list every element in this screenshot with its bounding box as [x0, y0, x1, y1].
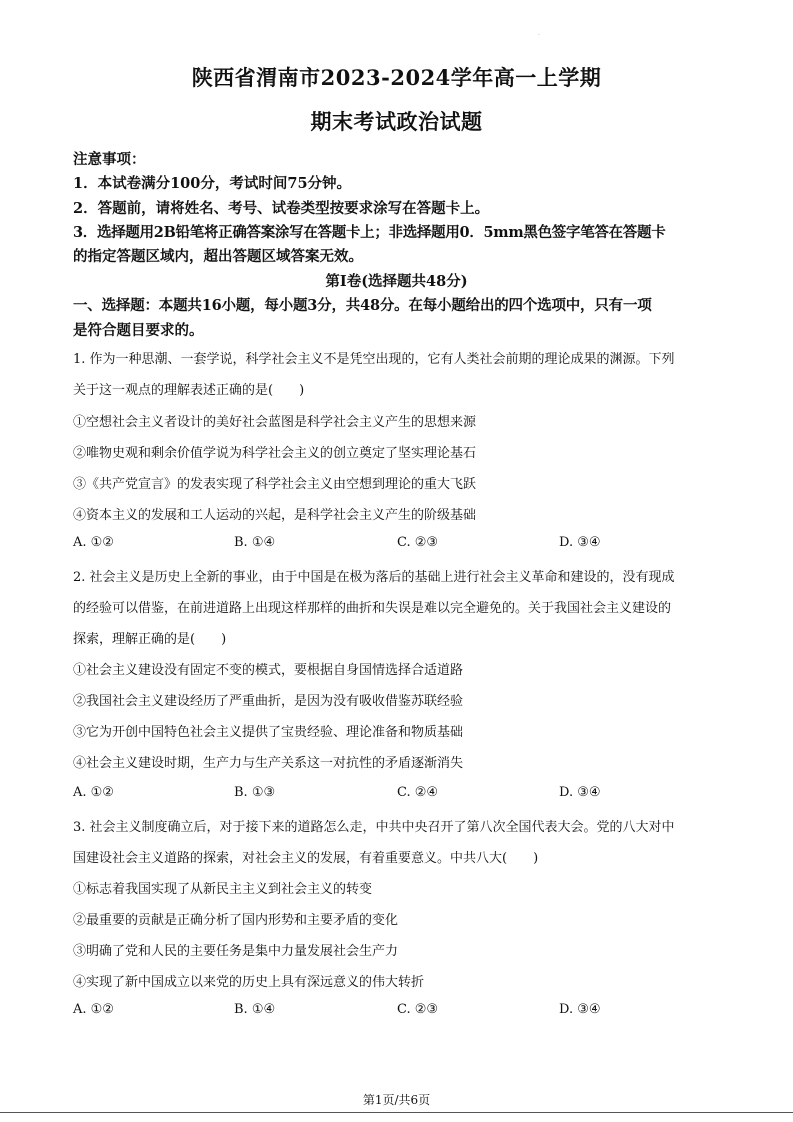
- scan-speck: ·: [538, 32, 540, 39]
- part-heading-line-2: 是符合题目要求的。: [73, 322, 204, 339]
- q2-option-a[interactable]: A. ①②: [73, 785, 114, 800]
- q3-statement-3: ③明确了党和人民的主要任务是集中力量发展社会生产力: [73, 944, 399, 959]
- q2-statement-1: ①社会主义建设没有固定不变的模式，要根据自身国情选择合适道路: [73, 663, 464, 678]
- q3-stem-line-1: 3. 社会主义制度确立后，对于接下来的道路怎么走，中共中央召开了第八次全国代表大会。党的八大对中: [73, 820, 675, 835]
- q1-statement-2: ②唯物史观和剩余价值学说为科学社会主义的创立奠定了坚实理论基石: [73, 446, 477, 461]
- q3-option-d[interactable]: D. ③④: [559, 1002, 601, 1017]
- notice-item-2: 2．答题前，请将姓名、考号、试卷类型按要求涂写在答题卡上。: [73, 200, 490, 217]
- q1-stem-line-2: 关于这一观点的理解表述正确的是( ): [73, 383, 305, 398]
- q1-option-c[interactable]: C. ②③: [397, 535, 439, 550]
- q2-statement-4: ④社会主义建设时期，生产力与生产关系这一对抗性的矛盾逐渐消失: [73, 756, 464, 771]
- q2-statement-3: ③它为开创中国特色社会主义提供了宝贵经验、理论准备和物质基础: [73, 725, 464, 740]
- q2-option-d[interactable]: D. ③④: [559, 785, 601, 800]
- page-footer: 第1页/共6页: [362, 1093, 431, 1107]
- q3-option-b[interactable]: B. ①④: [234, 1002, 276, 1017]
- q1-option-d[interactable]: D. ③④: [559, 535, 601, 550]
- bottom-rule: [0, 1112, 793, 1113]
- q2-option-c[interactable]: C. ②④: [397, 785, 439, 800]
- q1-option-a[interactable]: A. ①②: [73, 535, 114, 550]
- q2-stem-line-3: 探索，理解正确的是( ): [73, 632, 227, 647]
- q1-option-b[interactable]: B. ①④: [234, 535, 276, 550]
- q2-statement-2: ②我国社会主义建设经历了严重曲折，是因为没有吸收借鉴苏联经验: [73, 694, 464, 709]
- notice-item-1: 1．本试卷满分100分，考试时间75分钟。: [73, 175, 352, 192]
- q2-option-b[interactable]: B. ①③: [234, 785, 276, 800]
- q3-statement-1: ①标志着我国实现了从新民主主义到社会主义的转变: [73, 882, 373, 897]
- q3-option-c[interactable]: C. ②③: [397, 1002, 439, 1017]
- q3-statement-4: ④实现了新中国成立以来党的历史上具有深远意义的伟大转折: [73, 975, 425, 990]
- title-line-1: 陕西省渭南市2023-2024学年高一上学期: [191, 65, 602, 90]
- part-heading-line-1: 一、选择题：本题共16小题，每小题3分，共48分。在每小题给出的四个选项中，只有一项: [73, 297, 652, 314]
- q2-stem-line-1: 2. 社会主义是历史上全新的事业，由于中国是在极为落后的基础上进行社会主义革命和建设的，没有现成: [73, 570, 675, 585]
- q3-stem-line-2: 国建设社会主义道路的探索，对社会主义的发展，有着重要意义。中共八大( ): [73, 851, 539, 866]
- q1-statement-3: ③《共产党宣言》的发表实现了科学社会主义由空想到理论的重大飞跃: [73, 477, 477, 492]
- title-line-2: 期末考试政治试题: [310, 109, 483, 134]
- section-title: 第Ⅰ卷(选择题共48分): [325, 273, 468, 290]
- q1-statement-1: ①空想社会主义者设计的美好社会蓝图是科学社会主义产生的思想来源: [73, 415, 477, 430]
- q2-stem-line-2: 的经验可以借鉴，在前进道路上出现这样那样的曲折和失误是难以完全避免的。关于我国社会主义建设的: [73, 601, 672, 616]
- notice-heading: 注意事项：: [73, 151, 146, 168]
- notice-item-3-line-2: 的指定答题区域内，超出答题区域答案无效。: [73, 248, 363, 265]
- q3-statement-2: ②最重要的贡献是正确分析了国内形势和主要矛盾的变化: [73, 913, 399, 928]
- notice-item-3-line-1: 3．选择题用2B铅笔将正确答案涂写在答题卡上；非选择题用0．5mm黑色签字笔答在答题卡: [73, 224, 666, 241]
- q1-statement-4: ④资本主义的发展和工人运动的兴起，是科学社会主义产生的阶级基础: [73, 508, 477, 523]
- q3-option-a[interactable]: A. ①②: [73, 1002, 114, 1017]
- q1-stem-line-1: 1. 作为一种思潮、一套学说，科学社会主义不是凭空出现的，它有人类社会前期的理论成果的渊源。下列: [73, 352, 675, 367]
